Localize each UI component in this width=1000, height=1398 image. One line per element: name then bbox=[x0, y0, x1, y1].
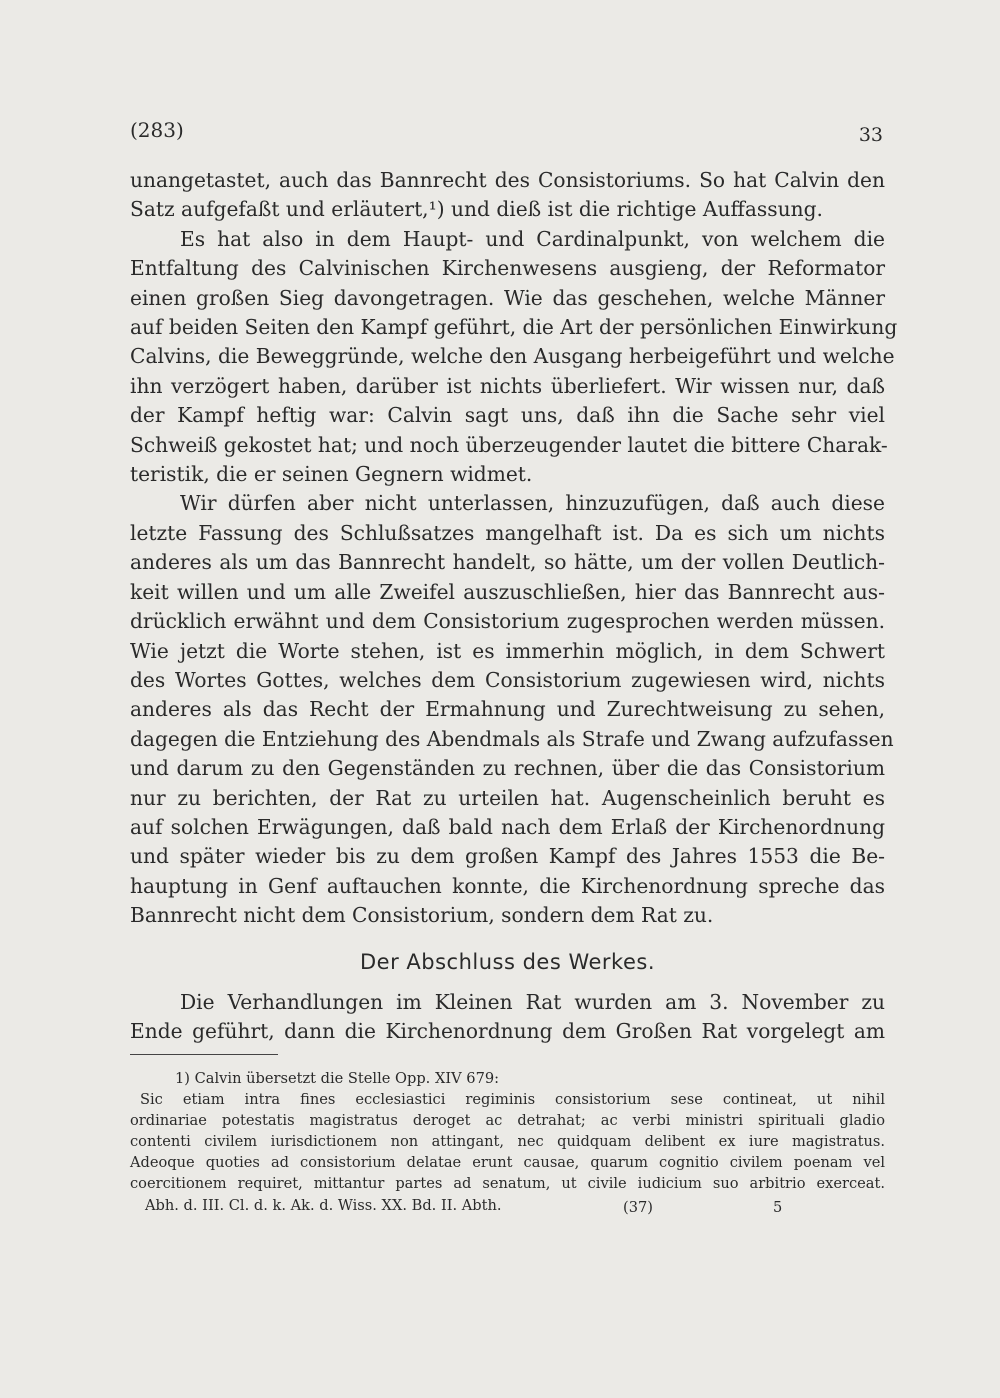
text-line: dagegen die Entziehung des Abendmals als Strafe und Zwang aufzufassen bbox=[130, 726, 894, 751]
text-line: einen großen Sieg davongetragen. Wie das geschehen, welche Männer bbox=[130, 285, 885, 310]
text-line: ihn verzögert haben, darüber ist nichts überliefert. Wir wissen nur, daß bbox=[130, 373, 885, 398]
series-citation: Abh. d. III. Cl. d. k. Ak. d. Wiss. XX. Bd. II. Abth. bbox=[145, 1197, 502, 1214]
footnote-line: 1) Calvin übersetzt die Stelle Opp. XIV 679: bbox=[175, 1070, 500, 1087]
text-line: Es hat also in dem Haupt- und Cardinalpunkt, von welchem die bbox=[180, 226, 885, 251]
text-line: Bannrecht nicht dem Consistorium, sondern dem Rat zu. bbox=[130, 903, 714, 928]
text-line: nur zu berichten, der Rat zu urteilen hat. Augenscheinlich beruht es bbox=[130, 785, 885, 810]
sheet-reference: (37) bbox=[623, 1199, 653, 1216]
main-text-continued bbox=[130, 988, 885, 1047]
text-line: Wie jetzt die Worte stehen, ist es immerhin möglich, in dem Schwert bbox=[130, 638, 885, 663]
text-line: Wir dürfen aber nicht unterlassen, hinzuzufügen, daß auch diese bbox=[180, 491, 885, 516]
text-line: anderes als um das Bannrecht handelt, so hätte, um der vollen Deutlich- bbox=[130, 550, 885, 575]
text-line: letzte Fassung des Schlußsatzes mangelhaft ist. Da es sich um nichts bbox=[130, 520, 885, 545]
footnote bbox=[130, 1068, 885, 1194]
page-reference: (283) bbox=[130, 118, 184, 142]
text-line: auf beiden Seiten den Kampf geführt, die Art der persönlichen Einwirkung bbox=[130, 315, 898, 340]
text-line: und darum zu den Gegenständen zu rechnen, über die das Consistorium bbox=[130, 756, 885, 781]
text-line: des Wortes Gottes, welches dem Consistorium zugewiesen wird, nichts bbox=[130, 667, 885, 692]
footnote-rule bbox=[130, 1054, 278, 1055]
footnote-line: coercitionem requiret, mittantur partes ad senatum, ut civile iudicium suo arbitrio exerceat. bbox=[130, 1175, 885, 1192]
footnote-line: Sic etiam intra fines ecclesiastici regiminis consistorium sese contineat, ut nihil bbox=[140, 1091, 885, 1108]
text-line: drücklich erwähnt und dem Consistorium zugesprochen werden müssen. bbox=[130, 609, 885, 634]
text-line: und später wieder bis zu dem großen Kampf des Jahres 1553 die Be- bbox=[130, 844, 885, 869]
text-line: Calvins, die Beweggründe, welche den Ausgang herbeigeführt und welche bbox=[130, 344, 895, 369]
text-line: auf solchen Erwägungen, daß bald nach dem Erlaß der Kirchenordnung bbox=[130, 814, 885, 839]
footnote-line: Adeoque quoties ad consistorium delatae erunt causae, quarum cognitio civilem poenam vel bbox=[130, 1154, 885, 1171]
page-number: 33 bbox=[858, 124, 883, 146]
text-line: anderes als das Recht der Ermahnung und Zurechtweisung zu sehen, bbox=[130, 697, 885, 722]
text-line: Ende geführt, dann die Kirchenordnung dem Großen Rat vorgelegt am bbox=[130, 1019, 885, 1044]
text-line: hauptung in Genf auftauchen konnte, die Kirchenordnung spreche das bbox=[130, 873, 885, 898]
text-line: Entfaltung des Calvinischen Kirchenwesens ausgieng, der Reformator bbox=[130, 256, 885, 281]
sheet-number: 5 bbox=[773, 1199, 783, 1216]
text-line: Die Verhandlungen im Kleinen Rat wurden am 3. November zu bbox=[180, 990, 885, 1014]
text-line: unangetastet, auch das Bannrecht des Consistoriums. So hat Calvin den bbox=[130, 168, 885, 192]
running-header bbox=[130, 118, 885, 152]
footnote-line: ordinariae potestatis magistratus deroget ac detrahat; ac verbi ministri spirituali gladio bbox=[130, 1112, 885, 1129]
text-line: keit willen und um alle Zweifel auszuschließen, hier das Bannrecht aus- bbox=[130, 579, 885, 604]
text-line: teristik, die er seinen Gegnern widmet. bbox=[130, 462, 533, 487]
text-line: Satz aufgefaßt und erläutert,¹) und dieß ist die richtige Auffassung. bbox=[130, 197, 823, 222]
main-text bbox=[130, 166, 898, 931]
text-line: Schweiß gekostet hat; und noch überzeugender lautet die bittere Charak- bbox=[130, 432, 888, 457]
footnote-line: contenti civilem iurisdictionem non attingant, nec quidquam delibent ex iure magistratus. bbox=[130, 1133, 885, 1150]
section-heading: Der Abschluss des Werkes. bbox=[360, 950, 655, 974]
text-line: der Kampf heftig war: Calvin sagt uns, daß ihn die Sache sehr viel bbox=[130, 403, 885, 428]
